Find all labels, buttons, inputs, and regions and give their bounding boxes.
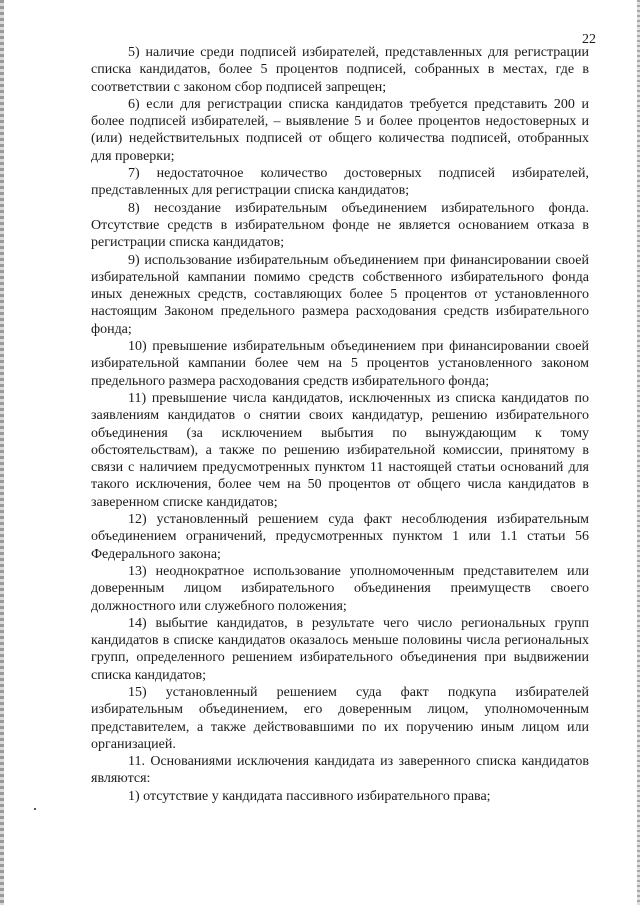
paragraph-item-12: 12) установленный решением суда факт несоблюдения избирательным объединением ограничений, предусмотренных пунктом 1 или 1.1 статьи 56 Федерального закона;	[91, 512, 589, 562]
scan-left-edge	[0, 0, 4, 905]
paragraph-item-7: 7) недостаточное количество достоверных подписей избирателей, представленных для регистрации списка кандидатов;	[91, 166, 589, 199]
paragraph-item-8: 8) несоздание избирательным объединением избирательного фонда. Отсутствие средств в избирательном фонде не является основанием отказа в регистрации списка кандидатов;	[91, 200, 589, 251]
paragraph-item-6: 6) если для регистрации списка кандидатов требуется представить 200 и более подписей избирателей, – выявление 5 и более процентов недостоверных и (или) недействительных подписей от общего количества подписей, отобранных для проверки;	[91, 96, 589, 164]
paragraph-section-11-item-1: 1) отсутствие у кандидата пассивного избирательного права;	[128, 788, 491, 804]
paragraph-item-15: 15) установленный решением суда факт подкупа избирателей избирательным объединением, его доверенным лицом, уполномоченным представителем, а также действовавшими по их поручению иным лицом или организацией.	[91, 684, 589, 752]
paragraph-section-11: 11. Основаниями исключения кандидата из заверенного списка кандидатов являются:	[91, 754, 589, 787]
paragraph-item-10: 10) превышение избирательным объединением при финансировании своей избирательной кампании более чем на 5 процентов установленного законом предельного размера расходования средств избирательного фонда;	[91, 339, 589, 389]
paragraph-item-9: 9) использование избирательным объединением при финансировании своей избирательной кампании помимо средств собственного избирательного фонда иных денежных средств, составляющих более 5 процентов от установленного настоящим Законом предельного размера расходования средств избирательного фонда;	[91, 252, 589, 337]
scan-speck	[34, 808, 36, 810]
paragraph-item-5: 5) наличие среди подписей избирателей, представленных для регистрации списка кандидатов, более 5 процентов подписей, собранных в местах, где в соответствии с законом сбор подписей запрещен;	[91, 45, 589, 95]
document-body	[91, 44, 589, 805]
paragraph-item-11: 11) превышение числа кандидатов, исключенных из списка кандидатов по заявлениям кандидатов о снятии своих кандидатур, решению избирательного объединения (за исключением выбытия по вынуждающим к тому обстоятельствам), а также по решению избирательной комиссии, принятому в связи с наличием предусмотренных пунктом 11 настоящей статьи оснований для такого исключения, более чем на 50 процентов от общего числа кандидатов в заверенном списке кандидатов;	[91, 390, 589, 510]
paragraph-item-13: 13) неоднократное использование уполномоченным представителем или доверенным лицом избирательного объединения преимуществ своего должностного или служебного положения;	[91, 563, 589, 614]
page-number: 22	[582, 32, 596, 47]
paragraph-item-14: 14) выбытие кандидатов, в результате чего число региональных групп кандидатов в списке кандидатов оказалось меньше половины числа региональных групп, определенного решением избирательного объединения при выдвижении списка кандидатов;	[91, 615, 589, 683]
